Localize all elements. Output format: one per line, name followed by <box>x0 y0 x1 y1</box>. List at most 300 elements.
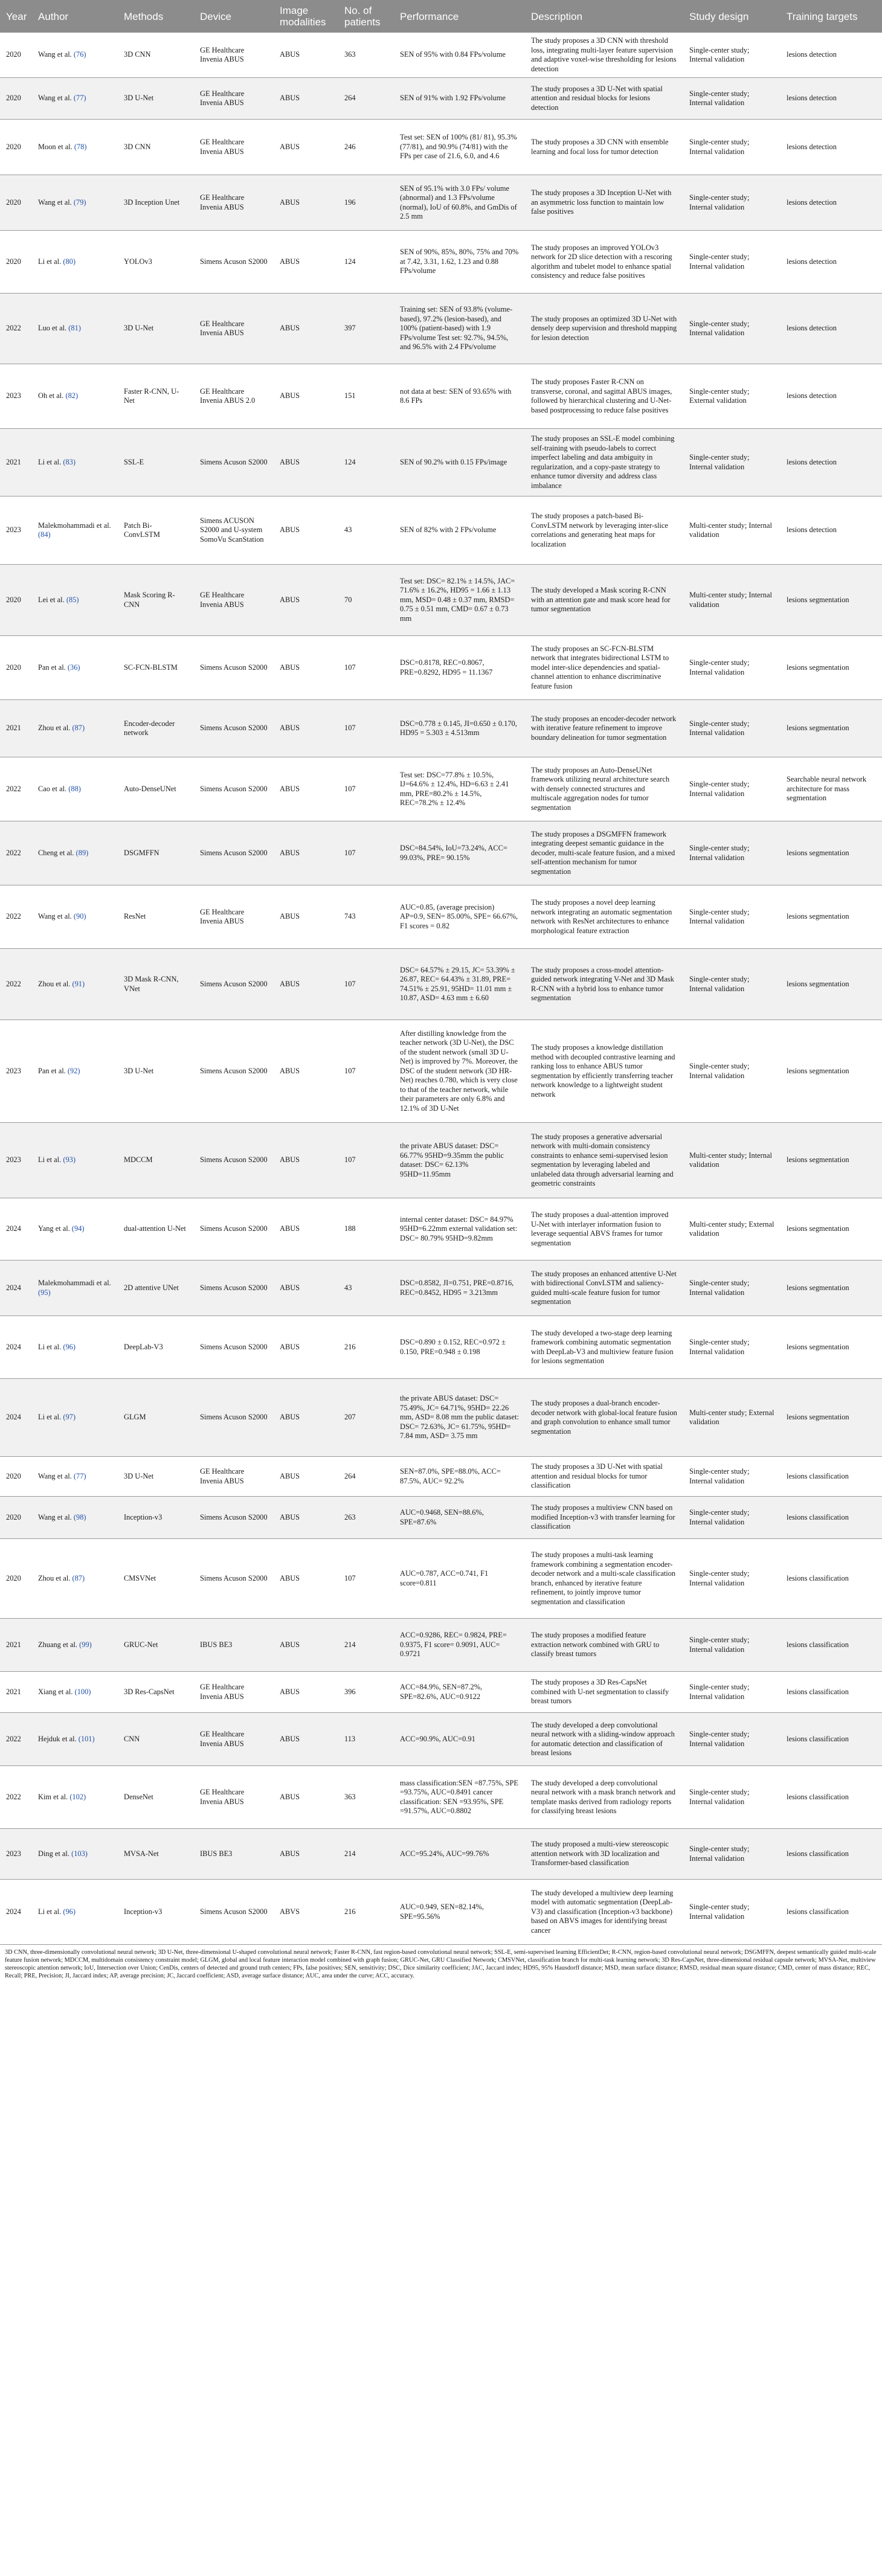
cell-performance: SEN=87.0%, SPE=88.0%, ACC= 87.5%, AUC= 92.2% <box>394 1457 525 1497</box>
cell-year: 2023 <box>0 1829 32 1880</box>
cell-design: Single-center study; Internal validation <box>683 33 781 78</box>
cell-methods: 3D CNN <box>118 120 194 175</box>
cell-description: The study proposes an Auto-DenseUNet framework utilizing neural architecture search with densely connected structures and multiscale aggregation nodes for tumor segmentation <box>525 757 683 821</box>
cell-design: Single-center study; Internal validation <box>683 1829 781 1880</box>
cell-methods: ResNet <box>118 885 194 949</box>
cell-performance: SEN of 91% with 1.92 FPs/volume <box>394 78 525 120</box>
cell-author <box>32 1539 118 1619</box>
cell-methods: GRUC-Net <box>118 1619 194 1672</box>
column-header: Training targets <box>781 0 882 33</box>
cell-year: 2021 <box>0 700 32 757</box>
citation-link[interactable]: (93) <box>63 1155 76 1164</box>
cell-year: 2024 <box>0 1261 32 1316</box>
cell-device: GE Healthcare Invenia ABUS <box>194 1457 274 1497</box>
cell-target: lesions classification <box>781 1539 882 1619</box>
citation-link[interactable]: (97) <box>63 1413 76 1422</box>
cell-performance: SEN of 95% with 0.84 FPs/volume <box>394 33 525 78</box>
cell-performance: DSC= 64.57% ± 29.15, JC= 53.39% ± 26.87, REC= 64.43% ± 31.89, PRE= 74.51% ± 25.91, 95HD= 11.01 mm ± 10.87, ASD= 4.63 mm ± 6.60 <box>394 949 525 1020</box>
cell-methods: 3D Inception Unet <box>118 175 194 231</box>
citation-link[interactable]: (82) <box>65 391 79 400</box>
cell-methods: GLGM <box>118 1379 194 1457</box>
table-row <box>0 1379 882 1457</box>
citation-link[interactable]: (77) <box>73 1471 86 1480</box>
author-name: Wang et al. <box>38 912 72 921</box>
column-header: Methods <box>118 0 194 33</box>
cell-year: 2022 <box>0 1713 32 1766</box>
cell-year: 2020 <box>0 1497 32 1539</box>
column-header: Device <box>194 0 274 33</box>
cell-modality: ABUS <box>274 757 338 821</box>
cell-performance: ACC=95.24%, AUC=99.76% <box>394 1829 525 1880</box>
cell-year: 2023 <box>0 496 32 565</box>
cell-target: lesions classification <box>781 1880 882 1945</box>
cell-patients: 151 <box>338 364 394 429</box>
cell-target: lesions detection <box>781 364 882 429</box>
citation-link[interactable]: (36) <box>67 663 80 672</box>
table-row <box>0 1539 882 1619</box>
table-body <box>0 33 882 1945</box>
cell-author <box>32 1619 118 1672</box>
cell-description: The study developed a Mask scoring R-CNN with an attention gate and mask score head for tumor segmentation <box>525 565 683 636</box>
cell-design: Single-center study; Internal validation <box>683 231 781 294</box>
table-row <box>0 1880 882 1945</box>
cell-author <box>32 949 118 1020</box>
cell-methods: 3D U-Net <box>118 78 194 120</box>
cell-description: The study proposes a 3D U-Net with spatial attention and residual blocks for tumor classification <box>525 1457 683 1497</box>
table-row <box>0 636 882 700</box>
citation-link[interactable]: (100) <box>74 1687 91 1696</box>
cell-modality: ABUS <box>274 1198 338 1261</box>
cell-target: lesions segmentation <box>781 1261 882 1316</box>
cell-methods: 3D Mask R-CNN, VNet <box>118 949 194 1020</box>
column-header: No. of patients <box>338 0 394 33</box>
cell-design: Single-center study; Internal validation <box>683 1261 781 1316</box>
author-name: Moon et al. <box>38 142 72 151</box>
column-header: Description <box>525 0 683 33</box>
cell-design: Single-center study; Internal validation <box>683 429 781 496</box>
cell-description: The study proposes a knowledge distillation method with decoupled contrastive learning and ranking loss to enhance ABUS tumor segmentation by efficiently transferring teacher network knowledge to a lightweight student network <box>525 1020 683 1123</box>
cell-description: The study proposes an enhanced attentive U-Net with bidirectional ConvLSTM and saliency-guided multi-scale feature fusion for tumor segmentation <box>525 1261 683 1316</box>
cell-patients: 207 <box>338 1379 394 1457</box>
table-row <box>0 1123 882 1198</box>
cell-year: 2021 <box>0 1672 32 1713</box>
table-row <box>0 1829 882 1880</box>
cell-author <box>32 231 118 294</box>
cell-author <box>32 429 118 496</box>
cell-patients: 196 <box>338 175 394 231</box>
cell-design: Multi-center study; Internal validation <box>683 496 781 565</box>
citation-link[interactable]: (99) <box>79 1640 92 1649</box>
cell-performance: the private ABUS dataset: DSC= 75.49%, JC= 64.71%, 95HD= 22.26 mm, ASD= 8.08 mm the public dataset: DSC= 72.63%, JC= 61.75%, 95HD= 7.84 mm, ASD= 3.75 mm <box>394 1379 525 1457</box>
cell-methods: DeepLab-V3 <box>118 1316 194 1379</box>
cell-description: The study proposes a multi-task learning framework combining a segmentation encoder-decoder network and a multi-scale classification branch, enhanced by iterative feature refinement, to jointly improve tumor segmentation and classification <box>525 1539 683 1619</box>
cell-performance: DSC=0.890 ± 0.152, REC=0.972 ± 0.150, PRE=0.948 ± 0.198 <box>394 1316 525 1379</box>
citation-link[interactable]: (91) <box>72 979 85 988</box>
cell-description: The study proposes a 3D CNN with threshold loss, integrating multi-layer feature supervision and adaptive voxel-wise thresholding for lesions detection <box>525 33 683 78</box>
cell-year: 2022 <box>0 821 32 885</box>
cell-patients: 396 <box>338 1672 394 1713</box>
cell-patients: 107 <box>338 700 394 757</box>
cell-design: Single-center study; Internal validation <box>683 636 781 700</box>
cell-year: 2020 <box>0 1457 32 1497</box>
cell-modality: ABUS <box>274 565 338 636</box>
cell-year: 2023 <box>0 1020 32 1123</box>
cell-modality: ABUS <box>274 120 338 175</box>
cell-methods: YOLOv3 <box>118 231 194 294</box>
cell-year: 2021 <box>0 1619 32 1672</box>
citation-link[interactable]: (96) <box>63 1342 76 1351</box>
author-name: Wang et al. <box>38 1471 72 1480</box>
cell-patients: 124 <box>338 231 394 294</box>
author-name: Cheng et al. <box>38 848 74 857</box>
cell-device: GE Healthcare Invenia ABUS 2.0 <box>194 364 274 429</box>
cell-patients: 214 <box>338 1619 394 1672</box>
cell-year: 2022 <box>0 1766 32 1829</box>
cell-modality: ABUS <box>274 1539 338 1619</box>
cell-target: lesions detection <box>781 33 882 78</box>
citation-link[interactable]: (103) <box>71 1849 88 1858</box>
cell-year: 2020 <box>0 231 32 294</box>
cell-modality: ABUS <box>274 1713 338 1766</box>
citation-link[interactable]: (83) <box>63 457 76 466</box>
citation-link[interactable]: (92) <box>67 1066 80 1075</box>
cell-device: GE Healthcare Invenia ABUS <box>194 78 274 120</box>
cell-description: The study developed a deep convolutional neural network with a sliding-window approach for automatic detection and classification of breast lesions <box>525 1713 683 1766</box>
cell-device: GE Healthcare Invenia ABUS <box>194 1672 274 1713</box>
cell-target: lesions segmentation <box>781 1198 882 1261</box>
cell-description: The study proposes an improved YOLOv3 network for 2D slice detection with a rescoring algorithm and tubelet model to enhance spatial consistency and reduce false positives <box>525 231 683 294</box>
author-name: Malekmohammadi et al. <box>38 1279 111 1287</box>
cell-target: lesions detection <box>781 429 882 496</box>
table-row <box>0 1316 882 1379</box>
cell-device: Simens Acuson S2000 <box>194 949 274 1020</box>
cell-methods: Patch Bi-ConvLSTM <box>118 496 194 565</box>
cell-patients: 124 <box>338 429 394 496</box>
cell-patients: 107 <box>338 636 394 700</box>
cell-device: Simens Acuson S2000 <box>194 821 274 885</box>
cell-description: The study developed a two-stage deep learning framework combining automatic segmentation with DeepLab-V3 and multiview feature fusion for lesions segmentation <box>525 1316 683 1379</box>
cell-performance: SEN of 82% with 2 FPs/volume <box>394 496 525 565</box>
cell-patients: 246 <box>338 120 394 175</box>
cell-performance: internal center dataset: DSC= 84.97% 95HD=6.22mm external validation set: DSC= 80.79% 95HD=9.82mm <box>394 1198 525 1261</box>
cell-target: lesions segmentation <box>781 821 882 885</box>
cell-author <box>32 1123 118 1198</box>
cell-device: Simens Acuson S2000 <box>194 1497 274 1539</box>
cell-target: lesions classification <box>781 1713 882 1766</box>
citation-link[interactable]: (90) <box>73 912 86 921</box>
table-row <box>0 1020 882 1123</box>
cell-design: Single-center study; Internal validation <box>683 757 781 821</box>
cell-author <box>32 120 118 175</box>
citation-link[interactable]: (76) <box>73 50 86 59</box>
cell-author <box>32 700 118 757</box>
cell-performance: Training set: SEN of 93.8% (volume-based), 97.2% (lesion-based), and 100% (patient-based) with 1.9 FPs/volume Test set: 92.7%, 94.5%, and 96.5% with 2.4 FPs/volume <box>394 294 525 364</box>
author-name: Pan et al. <box>38 1066 66 1075</box>
author-name: Wang et al. <box>38 1512 72 1521</box>
cell-author <box>32 565 118 636</box>
citation-link[interactable]: (85) <box>66 595 79 604</box>
table-row <box>0 1198 882 1261</box>
cell-modality: ABUS <box>274 78 338 120</box>
cell-design: Single-center study; Internal validation <box>683 78 781 120</box>
cell-patients: 216 <box>338 1316 394 1379</box>
cell-description: The study proposes an SSL-E model combining self-training with pseudo-labels to correct imperfect labeling and data ambiguity in regularization, and a copy-paste strategy to enhance tumor diversity and address class imbalance <box>525 429 683 496</box>
header-row <box>0 0 882 33</box>
cell-device: Simens Acuson S2000 <box>194 1379 274 1457</box>
cell-patients: 107 <box>338 1123 394 1198</box>
cell-year: 2024 <box>0 1379 32 1457</box>
cell-author <box>32 1672 118 1713</box>
table-header <box>0 0 882 33</box>
cell-year: 2023 <box>0 364 32 429</box>
table-row <box>0 1672 882 1713</box>
cell-target: lesions classification <box>781 1457 882 1497</box>
cell-patients: 363 <box>338 1766 394 1829</box>
citation-link[interactable]: (95) <box>38 1288 51 1297</box>
cell-target: lesions classification <box>781 1766 882 1829</box>
citation-link[interactable]: (79) <box>73 198 86 207</box>
cell-description: The study proposes a multiview CNN based on modified Inception-v3 with transfer learning for classification <box>525 1497 683 1539</box>
cell-modality: ABUS <box>274 885 338 949</box>
author-name: Malekmohammadi et al. <box>38 521 111 530</box>
cell-modality: ABUS <box>274 364 338 429</box>
cell-patients: 397 <box>338 294 394 364</box>
cell-patients: 263 <box>338 1497 394 1539</box>
cell-year: 2021 <box>0 429 32 496</box>
cell-device: GE Healthcare Invenia ABUS <box>194 565 274 636</box>
cell-year: 2022 <box>0 949 32 1020</box>
author-name: Zhou et al. <box>38 979 71 988</box>
citation-link[interactable]: (88) <box>68 784 81 793</box>
cell-methods: CMSVNet <box>118 1539 194 1619</box>
cell-target: lesions detection <box>781 120 882 175</box>
cell-patients: 113 <box>338 1713 394 1766</box>
cell-design: Single-center study; Internal validation <box>683 1880 781 1945</box>
table-row <box>0 1713 882 1766</box>
cell-description: The study proposes a 3D Res-CapsNet combined with U-net segmentation to classify breast tumors <box>525 1672 683 1713</box>
cell-device: Simens Acuson S2000 <box>194 1539 274 1619</box>
citation-link[interactable]: (87) <box>72 1573 85 1582</box>
cell-methods: DenseNet <box>118 1766 194 1829</box>
cell-year: 2024 <box>0 1198 32 1261</box>
author-name: Hejduk et al. <box>38 1734 77 1743</box>
cell-year: 2023 <box>0 1123 32 1198</box>
citation-link[interactable]: (89) <box>76 848 89 857</box>
cell-target: lesions segmentation <box>781 1123 882 1198</box>
cell-author <box>32 1766 118 1829</box>
cell-patients: 107 <box>338 1539 394 1619</box>
author-name: Wang et al. <box>38 94 72 103</box>
cell-description: The study proposes a dual-attention improved U-Net with interlayer information fusion to leverage sequential ABVS frames for tumor segmentation <box>525 1198 683 1261</box>
cell-design: Single-center study; Internal validation <box>683 700 781 757</box>
cell-description: The study proposes an encoder-decoder network with iterative feature refinement to improve boundary delineation for tumor segmentation <box>525 700 683 757</box>
column-header: Performance <box>394 0 525 33</box>
cell-performance: Test set: DSC=77.8% ± 10.5%, IJ=64.6% ± 12.4%, HD=6.63 ± 2.41 mm, PRE=80.2% ± 14.5%, REC=78.2% ± 12.4% <box>394 757 525 821</box>
cell-year: 2020 <box>0 175 32 231</box>
table-row <box>0 294 882 364</box>
citation-link[interactable]: (78) <box>74 142 87 151</box>
cell-target: lesions segmentation <box>781 1316 882 1379</box>
citation-link[interactable]: (81) <box>68 324 81 333</box>
cell-target: lesions segmentation <box>781 949 882 1020</box>
cell-methods: Mask Scoring R-CNN <box>118 565 194 636</box>
cell-modality: ABUS <box>274 1672 338 1713</box>
author-name: Luo et al. <box>38 324 67 333</box>
author-name: Ding et al. <box>38 1849 69 1858</box>
cell-author <box>32 1713 118 1766</box>
cell-modality: ABUS <box>274 1497 338 1539</box>
cell-design: Single-center study; Internal validation <box>683 1619 781 1672</box>
cell-author <box>32 78 118 120</box>
citation-link[interactable]: (77) <box>73 94 86 103</box>
cell-performance: DSC=0.8178, REC=0.8067, PRE=0.8292, HD95 = 11.1367 <box>394 636 525 700</box>
cell-device: Simens Acuson S2000 <box>194 429 274 496</box>
cell-target: lesions detection <box>781 294 882 364</box>
author-name: Li et al. <box>38 1413 62 1422</box>
cell-year: 2024 <box>0 1316 32 1379</box>
table-row <box>0 1766 882 1829</box>
cell-description: The study proposes an SC-FCN-BLSTM network that integrates bidirectional LSTM to model inter-slice dependencies and spatial-channel attention to enhance discriminative feature fusion <box>525 636 683 700</box>
table-row <box>0 700 882 757</box>
cell-design: Single-center study; Internal validation <box>683 1020 781 1123</box>
cell-device: Simens Acuson S2000 <box>194 757 274 821</box>
cell-description: The study proposes a modified feature extraction network combined with GRU to classify breast tumors <box>525 1619 683 1672</box>
table-row <box>0 33 882 78</box>
cell-performance: DSC=0.778 ± 0.145, JI=0.650 ± 0.170, HD95 = 5.303 ± 4.513mm <box>394 700 525 757</box>
table-row <box>0 496 882 565</box>
cell-methods: 3D U-Net <box>118 1020 194 1123</box>
citation-link[interactable]: (98) <box>73 1512 86 1521</box>
cell-year: 2024 <box>0 1880 32 1945</box>
cell-methods: MDCCM <box>118 1123 194 1198</box>
cell-methods: Encoder-decoder network <box>118 700 194 757</box>
cell-modality: ABUS <box>274 175 338 231</box>
cell-author <box>32 1020 118 1123</box>
cell-methods: Auto-DenseUNet <box>118 757 194 821</box>
cell-modality: ABUS <box>274 949 338 1020</box>
table-row <box>0 78 882 120</box>
cell-design: Single-center study; Internal validation <box>683 1316 781 1379</box>
cell-target: Searchable neural network architecture for mass segmentation <box>781 757 882 821</box>
table-row <box>0 429 882 496</box>
cell-description: The study developed a multiview deep learning model with automatic segmentation (DeepLab-V3) and classification (Inception-v3 backbone) based on ABVS images for identifying breast cancer <box>525 1880 683 1945</box>
cell-design: Multi-center study; Internal validation <box>683 565 781 636</box>
cell-target: lesions segmentation <box>781 1379 882 1457</box>
cell-modality: ABUS <box>274 1123 338 1198</box>
cell-performance: AUC=0.9468, SEN=88.6%, SPE=87.6% <box>394 1497 525 1539</box>
author-name: Zhou et al. <box>38 724 71 733</box>
cell-year: 2022 <box>0 885 32 949</box>
cell-methods: Inception-v3 <box>118 1880 194 1945</box>
cell-design: Single-center study; Internal validation <box>683 294 781 364</box>
citation-link[interactable]: (94) <box>71 1224 85 1233</box>
cell-performance: AUC=0.949, SEN=82.14%, SPE=95.56% <box>394 1880 525 1945</box>
citation-link[interactable]: (84) <box>38 530 51 539</box>
table-row <box>0 565 882 636</box>
cell-performance: not data at best: SEN of 93.65% with 8.6 FPs <box>394 364 525 429</box>
cell-performance: mass classification:SEN =87.75%, SPE =93.75%, AUC=0.8491 cancer classification: SEN =93.95%, SPE =91.57%, AUC=0.8802 <box>394 1766 525 1829</box>
cell-patients: 43 <box>338 1261 394 1316</box>
cell-description: The study proposes an optimized 3D U-Net with densely deep supervision and threshold mapping for lesion detection <box>525 294 683 364</box>
cell-author <box>32 1880 118 1945</box>
cell-target: lesions detection <box>781 175 882 231</box>
cell-methods: MVSA-Net <box>118 1829 194 1880</box>
cell-patients: 107 <box>338 757 394 821</box>
cell-device: Simens Acuson S2000 <box>194 231 274 294</box>
cell-performance: After distilling knowledge from the teacher network (3D U-Net), the DSC of the student network (small 3D U-Net) is improved by 7%. Moreover, the DSC of the student network (3D HR-Net) reaches 0.780, which is very close to that of the teacher network, while their parameters are only 6.8% and 12.1% of 3D U-Net <box>394 1020 525 1123</box>
cell-target: lesions detection <box>781 231 882 294</box>
cell-device: GE Healthcare Invenia ABUS <box>194 294 274 364</box>
cell-device: Simens Acuson S2000 <box>194 636 274 700</box>
cell-author <box>32 1198 118 1261</box>
table-row <box>0 1497 882 1539</box>
cell-author <box>32 294 118 364</box>
author-name: Zhuang et al. <box>38 1640 78 1649</box>
table-row <box>0 1261 882 1316</box>
cell-design: Single-center study; Internal validation <box>683 1497 781 1539</box>
cell-modality: ABVS <box>274 1880 338 1945</box>
cell-performance: AUC=0.85, (average precision) AP=0.9, SEN= 85.00%, SPE= 66.67%, F1 scores = 0.82 <box>394 885 525 949</box>
citation-link[interactable]: (80) <box>63 257 76 266</box>
citation-link[interactable]: (102) <box>69 1792 86 1801</box>
cell-patients: 107 <box>338 821 394 885</box>
citation-link[interactable]: (87) <box>72 724 85 733</box>
cell-modality: ABUS <box>274 1457 338 1497</box>
cell-performance: DSC=0.8582, JI=0.751, PRE=0.8716, REC=0.8452, HD95 = 3.213mm <box>394 1261 525 1316</box>
cell-author <box>32 1316 118 1379</box>
cell-target: lesions segmentation <box>781 1020 882 1123</box>
cell-modality: ABUS <box>274 821 338 885</box>
table-row <box>0 120 882 175</box>
cell-target: lesions detection <box>781 496 882 565</box>
cell-year: 2022 <box>0 757 32 821</box>
cell-description: The study proposes a 3D Inception U-Net with an asymmetric loss function to maintain low false positives <box>525 175 683 231</box>
cell-design: Single-center study; Internal validation <box>683 1457 781 1497</box>
citation-link[interactable]: (101) <box>78 1734 95 1743</box>
cell-device: Simens ACUSON S2000 and U-system SomoVu ScanStation <box>194 496 274 565</box>
cell-patients: 70 <box>338 565 394 636</box>
cell-patients: 214 <box>338 1829 394 1880</box>
cell-methods: DSGMFFN <box>118 821 194 885</box>
cell-design: Single-center study; Internal validation <box>683 1539 781 1619</box>
cell-design: Single-center study; External validation <box>683 364 781 429</box>
cell-design: Single-center study; Internal validation <box>683 885 781 949</box>
cell-description: The study proposes a 3D CNN with ensemble learning and focal loss for tumor detection <box>525 120 683 175</box>
cell-target: lesions segmentation <box>781 565 882 636</box>
cell-author <box>32 636 118 700</box>
cell-modality: ABUS <box>274 1829 338 1880</box>
cell-patients: 363 <box>338 33 394 78</box>
cell-modality: ABUS <box>274 1316 338 1379</box>
citation-link[interactable]: (96) <box>63 1907 76 1916</box>
cell-target: lesions segmentation <box>781 700 882 757</box>
table-row <box>0 1457 882 1497</box>
author-name: Oh et al. <box>38 391 64 400</box>
cell-author <box>32 1497 118 1539</box>
cell-year: 2020 <box>0 120 32 175</box>
cell-author <box>32 1261 118 1316</box>
cell-modality: ABUS <box>274 231 338 294</box>
cell-methods: 2D attentive UNet <box>118 1261 194 1316</box>
cell-design: Multi-center study; External validation <box>683 1198 781 1261</box>
cell-methods: Inception-v3 <box>118 1497 194 1539</box>
cell-patients: 188 <box>338 1198 394 1261</box>
cell-design: Single-center study; Internal validation <box>683 949 781 1020</box>
cell-author <box>32 757 118 821</box>
cell-modality: ABUS <box>274 1379 338 1457</box>
cell-device: GE Healthcare Invenia ABUS <box>194 175 274 231</box>
cell-target: lesions segmentation <box>781 636 882 700</box>
